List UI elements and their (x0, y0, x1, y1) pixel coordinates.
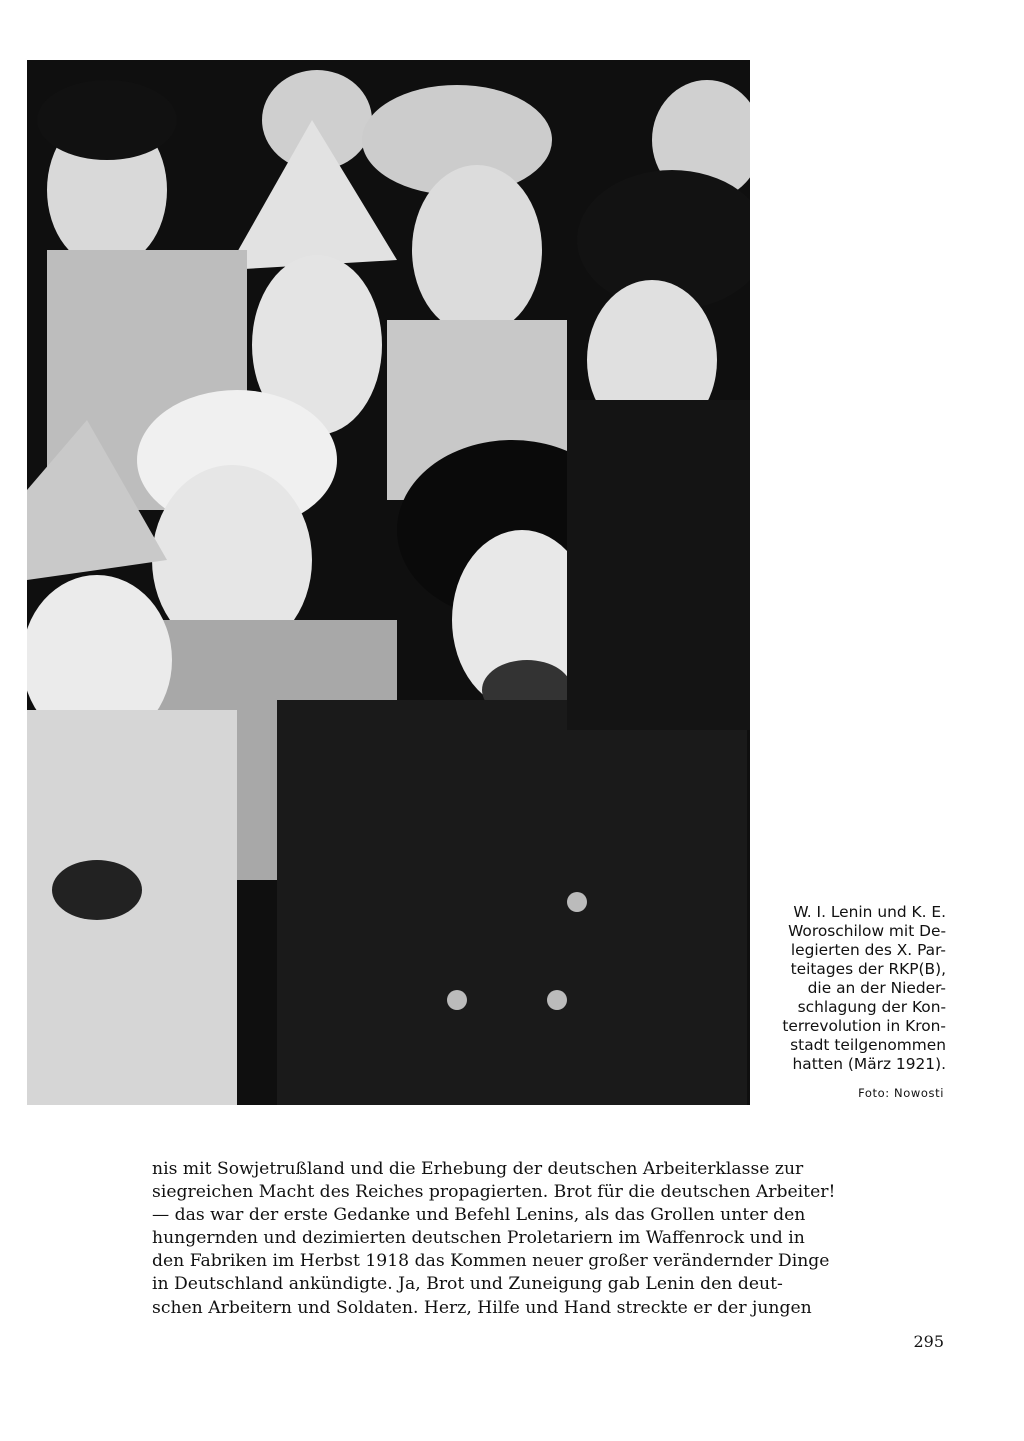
caption-line: schlagung der Kon- (797, 998, 946, 1016)
body-text (152, 1158, 836, 1320)
body-line: siegreichen Macht des Reiches propagierten. Brot für die deutschen Arbeiter! (152, 1182, 836, 1203)
caption-line: terrevolution in Kron- (782, 1017, 946, 1035)
caption-line: stadt teilgenommen (790, 1036, 946, 1054)
body-line: nis mit Sowjetrußland und die Erhebung der deutschen Arbeiterklasse zur (152, 1159, 804, 1179)
caption-line: W. I. Lenin und K. E. (793, 903, 946, 921)
photo-caption (762, 903, 946, 1074)
historical-photograph (27, 60, 750, 1105)
caption-line: hatten (März 1921). (792, 1055, 946, 1073)
caption-line: teitages der RKP(B), (790, 960, 946, 978)
body-line: schen Arbeitern und Soldaten. Herz, Hilfe und Hand streckte er der jungen (152, 1297, 812, 1318)
photo-credit: Foto: Nowosti (858, 1086, 944, 1100)
body-line: hungernden und dezimierten deutschen Proletariern im Waffenrock und in (152, 1228, 805, 1249)
caption-line: Woroschilow mit De- (788, 922, 946, 940)
body-line: in Deutschland ankündigte. Ja, Brot und Zuneigung gab Lenin den deut- (152, 1274, 783, 1295)
body-line: — das war der erste Gedanke und Befehl Lenins, als das Grollen unter den (152, 1205, 806, 1226)
caption-line: die an der Nieder- (807, 979, 946, 997)
page-number: 295 (913, 1332, 944, 1351)
body-line: den Fabriken im Herbst 1918 das Kommen neuer großer verändernder Dinge (152, 1251, 830, 1272)
photo-image (27, 60, 750, 1105)
caption-line: legierten des X. Par- (790, 941, 946, 959)
